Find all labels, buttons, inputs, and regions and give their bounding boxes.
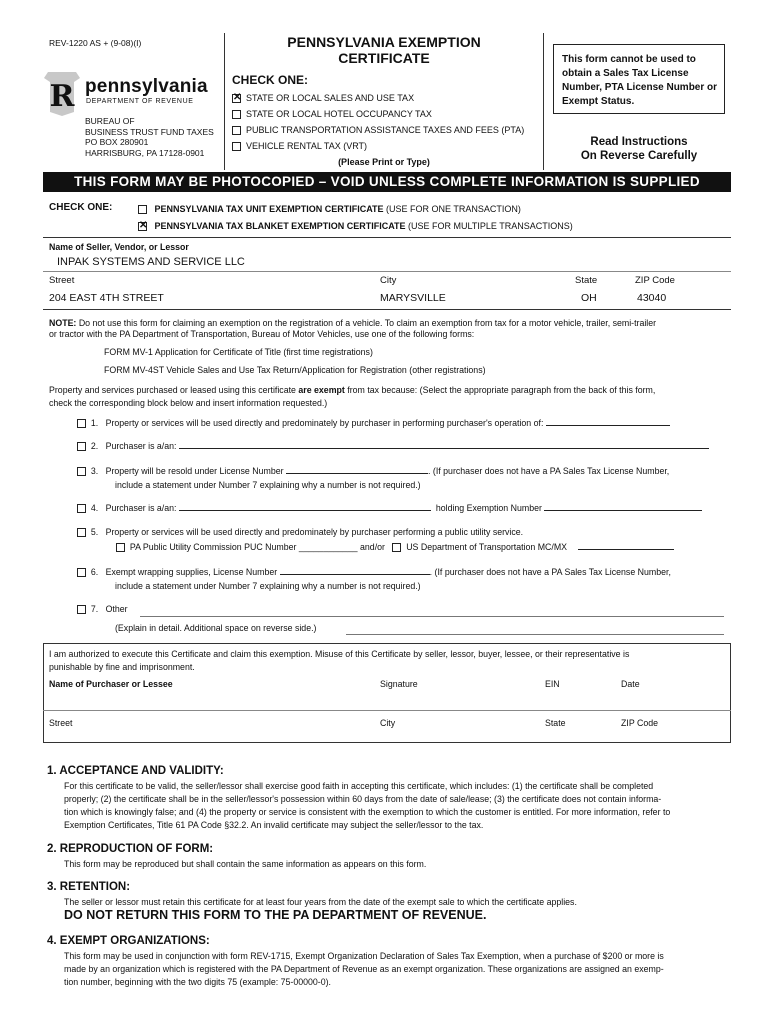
purchaser-type-4-field[interactable] bbox=[179, 510, 431, 511]
address-line: BUREAU OF bbox=[85, 116, 135, 126]
seller-state-field[interactable]: OH bbox=[581, 292, 597, 304]
checkbox[interactable] bbox=[138, 205, 147, 214]
vehicle-note: NOTE: Do not use this form for claiming an exemption on the registration of a vehicle. To claim an exemption from tax for a motor vehicle, trailer, semi-trailer or tractor with the PA Department of Transportation, Bureau of Motor Vehicles, use one of the following forms: bbox=[49, 318, 657, 339]
logo-letter: R bbox=[49, 79, 75, 114]
checkbox[interactable] bbox=[392, 543, 401, 552]
logo-dept: DEPARTMENT OF REVENUE bbox=[86, 98, 194, 105]
seller-state-label: State bbox=[575, 275, 598, 286]
keystone-icon bbox=[44, 72, 80, 116]
purchaser-zip-label: ZIP Code bbox=[621, 718, 659, 728]
other-explain-line[interactable] bbox=[346, 634, 724, 635]
cert-type-option[interactable]: PENNSYLVANIA TAX UNIT EXEMPTION CERTIFICATE (USE FOR ONE TRANSACTION) bbox=[138, 201, 573, 218]
tax-type-option[interactable]: PUBLIC TRANSPORTATION ASSISTANCE TAXES AND FEES (PTA) bbox=[232, 122, 524, 138]
checkbox[interactable] bbox=[77, 442, 86, 451]
seller-street-field[interactable]: 204 EAST 4TH STREET bbox=[49, 292, 164, 304]
instruction-title-4: 4. EXEMPT ORGANIZATIONS: bbox=[47, 935, 210, 947]
seller-city-label: City bbox=[380, 275, 397, 286]
reason-5: 5. Property or services will be used directly and predominately by purchaser performing a public utility service. bbox=[77, 527, 727, 537]
reason-2: 2. Purchaser is a/an: bbox=[77, 441, 727, 451]
bureau-address bbox=[85, 116, 214, 158]
instruction-text-4: This form may be used in conjunction with form REV-1715, Exempt Organization Declaration of Sales Tax Exemption, when a purchase of $200 or more is made by an organization which is registered with the PA Department of Revenue as an exempt organization. These organizations are assigned an exemp- tion number, beginning with the two digits 75 (example: 75-00000-0). bbox=[64, 951, 664, 987]
cert-type-list bbox=[138, 201, 573, 235]
checkbox[interactable] bbox=[77, 568, 86, 577]
seller-city-field[interactable]: MARYSVILLE bbox=[380, 292, 446, 304]
ein-label: EIN bbox=[545, 679, 560, 689]
instruction-text-2: This form may be reproduced but shall contain the same information as appears on this form. bbox=[64, 859, 427, 869]
instruction-text-1: For this certificate to be valid, the seller/lessor shall exercise good faith in accepting this certificate, which includes: (1) the certificate shall be completed properly; (2) the certificate shall be in the seller/lessor's possession within 60 days from the date of sale/lease; (3) the certificate does not contain informa- tion which is knowingly false; and (4) the property or service is consistent with the exemption to which the customer is entitled. For more information, refer to Exemption Certificates, Title 61 PA Code §32.2. An invalid certificate may subject the seller/lessor to the tax. bbox=[64, 781, 671, 830]
notice-box: This form cannot be used to obtain a Sales Tax License Number, PTA License Number or Exempt Status. bbox=[553, 44, 725, 114]
exemption-number-field[interactable] bbox=[544, 510, 702, 511]
reason-4: 4. Purchaser is a/an: holding Exemption Number bbox=[77, 503, 727, 513]
photocopy-banner: THIS FORM MAY BE PHOTOCOPIED – VOID UNLESS COMPLETE INFORMATION IS SUPPLIED bbox=[43, 172, 731, 192]
address-line: HARRISBURG, PA 17128-0901 bbox=[85, 147, 205, 158]
mc-mx-field[interactable] bbox=[578, 549, 674, 550]
other-explain-line[interactable] bbox=[140, 616, 724, 617]
purchaser-name-field[interactable] bbox=[49, 692, 369, 708]
purchaser-name-label: Name of Purchaser or Lessee bbox=[49, 679, 173, 689]
checkbox[interactable] bbox=[232, 126, 241, 135]
operation-field[interactable] bbox=[546, 425, 670, 426]
checkbox[interactable] bbox=[232, 110, 241, 119]
checkbox[interactable] bbox=[232, 142, 241, 151]
form-id: REV-1220 AS + (9-08)(I) bbox=[49, 38, 142, 48]
address-line: PO BOX 280901 bbox=[85, 137, 149, 147]
checkbox[interactable] bbox=[77, 528, 86, 537]
read-instructions-1: Read Instructions bbox=[590, 136, 688, 148]
keystone-logo bbox=[44, 72, 80, 116]
form-title-line1: PENNSYLVANIA EXEMPTION bbox=[287, 34, 481, 50]
checkbox[interactable] bbox=[77, 419, 86, 428]
instruction-text-3: The seller or lessor must retain this certificate for at least four years from the date of the exempt sale to which the certificate applies. bbox=[64, 897, 577, 907]
signature-label: Signature bbox=[380, 679, 418, 689]
address-line: BUSINESS TRUST FUND TAXES bbox=[85, 126, 214, 137]
form-mv1: FORM MV-1 Application for Certificate of Title (first time registrations) bbox=[104, 347, 373, 357]
seller-name-label: Name of Seller, Vendor, or Lessor bbox=[49, 242, 189, 252]
checkbox[interactable] bbox=[116, 543, 125, 552]
logo-name: pennsylvania bbox=[85, 76, 208, 97]
seller-zip-field[interactable]: 43040 bbox=[637, 292, 667, 304]
instruction-title-3: 3. RETENTION: bbox=[47, 881, 131, 893]
tax-type-option[interactable]: ✕ STATE OR LOCAL SALES AND USE TAX bbox=[232, 90, 524, 106]
seller-zip-label: ZIP Code bbox=[635, 275, 675, 286]
cert-type-option[interactable]: ✕ PENNSYLVANIA TAX BLANKET EXEMPTION CERTIFICATE (USE FOR MULTIPLE TRANSACTIONS) bbox=[138, 218, 573, 235]
tax-type-option[interactable]: STATE OR LOCAL HOTEL OCCUPANCY TAX bbox=[232, 106, 524, 122]
checkbox[interactable] bbox=[77, 467, 86, 476]
seller-street-label: Street bbox=[49, 275, 75, 286]
seller-name-field[interactable]: INPAK SYSTEMS AND SERVICE LLC bbox=[57, 256, 245, 268]
purchaser-city-label: City bbox=[380, 718, 396, 728]
cert-check-one-label: CHECK ONE: bbox=[49, 202, 113, 213]
purchaser-street-label: Street bbox=[49, 718, 73, 728]
form-mv4st: FORM MV-4ST Vehicle Sales and Use Tax Return/Application for Registration (other registrations) bbox=[104, 365, 486, 375]
property-intro: Property and services purchased or leased using this certificate are exempt from tax because: (Select the appropriate paragraph from the back of this form, check the corresponding block below and insert information requested.) bbox=[49, 385, 656, 408]
purchaser-type-field[interactable] bbox=[179, 448, 709, 449]
resale-license-field[interactable] bbox=[286, 473, 428, 474]
checkbox[interactable] bbox=[77, 504, 86, 513]
checkbox-checked[interactable] bbox=[232, 94, 241, 103]
date-label: Date bbox=[621, 679, 640, 689]
instruction-title-2: 2. REPRODUCTION OF FORM: bbox=[47, 843, 214, 855]
wrapping-license-field[interactable] bbox=[280, 574, 430, 575]
reason-7-note: (Explain in detail. Additional space on reverse side.) bbox=[115, 623, 317, 633]
reason-7: 7. Other bbox=[77, 604, 727, 614]
reason-1: 1. Property or services will be used directly and predominately by purchaser in performing purchaser's operation of: bbox=[77, 418, 727, 428]
print-note: (Please Print or Type) bbox=[338, 157, 430, 167]
checkbox[interactable] bbox=[77, 605, 86, 614]
checkbox-checked[interactable] bbox=[138, 222, 147, 231]
purchaser-state-label: State bbox=[545, 718, 566, 728]
authorization-statement: I am authorized to execute this Certificate and claim this exemption. Misuse of this Certificate by seller, lessor, buyer, lessee, or their representative is punishable by fine and imprisonment. bbox=[49, 649, 630, 672]
instruction-title-1: 1. ACCEPTANCE AND VALIDITY: bbox=[47, 765, 224, 777]
tax-type-option[interactable]: VEHICLE RENTAL TAX (VRT) bbox=[232, 138, 524, 154]
reason-5-sub: PA Public Utility Commission PUC Number ____________ and/or US Department of Transportation MC/MX bbox=[116, 542, 728, 552]
do-not-return-warning: DO NOT RETURN THIS FORM TO THE PA DEPARTMENT OF REVENUE. bbox=[64, 908, 487, 922]
tax-check-one-label: CHECK ONE: bbox=[232, 73, 309, 87]
reason-6: 6. Exempt wrapping supplies, License Number . (If purchaser does not have a PA Sales Tax License Number, include a statement under Number 7 explaining why a number is not required.) bbox=[77, 565, 737, 593]
reason-3: 3. Property will be resold under License Number . (If purchaser does not have a PA Sales Tax License Number, include a statement under Number 7 explaining why a number is not required.) bbox=[77, 464, 737, 492]
tax-type-list bbox=[232, 90, 524, 154]
read-instructions-2: On Reverse Carefully bbox=[580, 150, 698, 162]
form-title-line2: CERTIFICATE bbox=[338, 50, 430, 66]
